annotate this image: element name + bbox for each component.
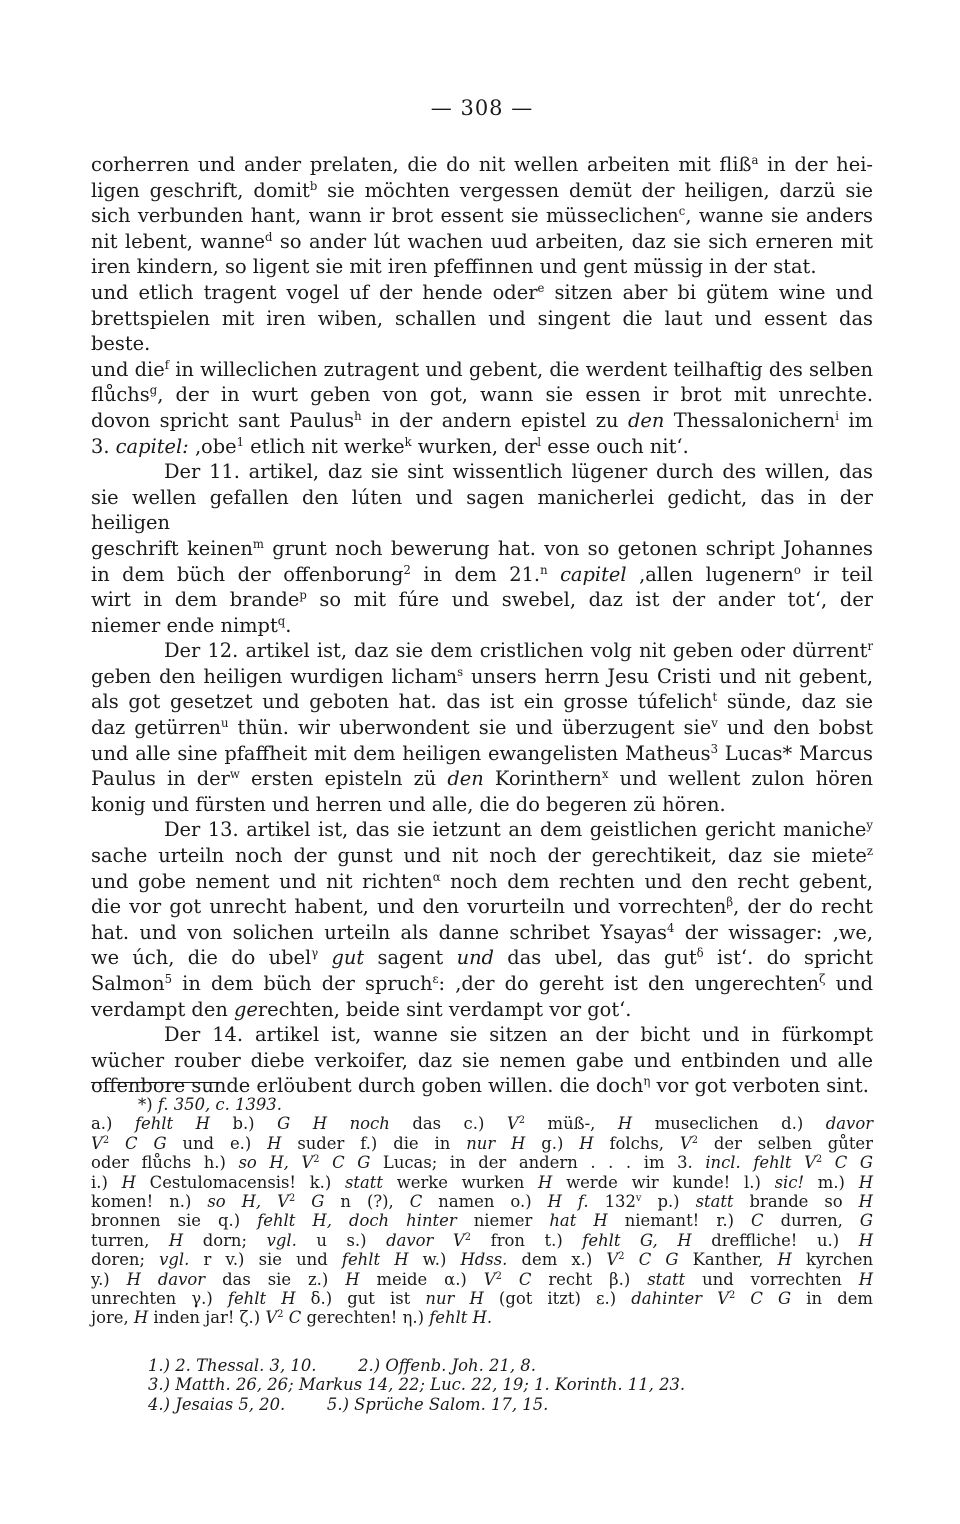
page-number: — 308 — xyxy=(430,96,534,120)
text-line: in dem büch der offenborung$^2$ in dem 21.$^n$ capitel ‚allen lugenern$^o$ ir teil xyxy=(91,562,874,586)
critical-apparatus xyxy=(91,1095,873,1328)
text-line: Der 14. artikel ist, wanne sie sitzen an der bicht und in fürkompt xyxy=(164,1023,873,1047)
text-line: konig und fürsten und herren und alle, die do begeren zü hören. xyxy=(91,792,726,816)
apparatus-line: $V^2$ C G und e.) H suder f.) die in nur H g.) H folchs, $V^2$ der selben gůter xyxy=(91,1133,873,1153)
text-line: niemer ende nimpt$^q$. xyxy=(91,613,292,637)
text-line: Der 13. artikel ist, das sie ietzunt an dem geistlichen gericht maniche$^y$ xyxy=(164,818,873,842)
text-line: verdampt den gerechten, beide sint verdampt vor got‘. xyxy=(91,997,632,1021)
apparatus-line: turren, H dorn; vgl. u s.) davor $V^2$ fron t.) fehlt G, H dreffliche! u.) H xyxy=(91,1230,873,1250)
text-line: offenbore sunde erlöubent durch goben willen. die doch$^\eta$ vor got verboten sint. xyxy=(91,1074,869,1098)
text-line: brettspielen mit iren wiben, schallen und singent die laut und essent das beste. xyxy=(91,306,873,356)
text-line: die vor got unrecht habent, und den vorurteiln und vorrechten$^\beta$, der do recht xyxy=(91,895,873,919)
text-line: wirt in dem brande$^p$ so mit fúre und swebel, daz ist der ander tot‘, der xyxy=(91,588,874,612)
apparatus-line: i.) H Cestulomacensis! k.) statt werke wurken H werde wir kunde! l.) sic! m.) H xyxy=(91,1172,873,1192)
text-line: sache urteiln noch der gunst und nit noch der gerechtikeit, daz sie miete$^z$ xyxy=(91,844,873,868)
footnote-star: *) f. 350, c. 1393. xyxy=(138,1095,282,1114)
text-line: Salmon$^5$ in dem büch der spruch$^\varepsilon$: ‚der do gereht ist den ungerechten$^\zeta$ und xyxy=(91,972,873,995)
text-line: wücher rouber diebe verkoifer, daz sie nemen gabe und entbinden und alle xyxy=(91,1048,873,1072)
apparatus-line: y.) H davor das sie z.) H meide α.) $V^2$ C recht β.) statt und vorrechten H xyxy=(91,1269,874,1289)
text-line: geschrift keinen$^m$ grunt noch bewerung hat. von so getonen schript Johannes xyxy=(91,536,874,560)
reference-line: 3.) Matth. 26, 26; Markus 14, 22; Luc. 22, 19; 1. Korinth. 11, 23. xyxy=(148,1375,686,1395)
apparatus-line: komen! n.) so H, $V^2$ G n (?), C namen o.) H f. 132$^v$ p.) statt brande so H xyxy=(91,1192,873,1212)
apparatus-line: bronnen sie q.) fehlt H, doch hinter niemer hat H niemant! r.) C durren, G xyxy=(91,1211,874,1231)
text-line: we úch, die do ubel$^\gamma$ gut sagent und das ubel, das gut$^\delta$ ist‘. do spricht xyxy=(91,946,873,970)
text-line: flůchs$^g$, der in wurt geben von got, wann sie essen ir brot mit unrechte. xyxy=(91,383,873,407)
apparatus-line: jore, H inden jar! ζ.) $V^2$ C gerechten! η.) fehlt H. xyxy=(91,1308,493,1328)
text-line: nit lebent, wanne$^d$ so ander lút wachen uud arbeiten, daz sie sich erneren mit xyxy=(91,229,873,253)
reference-line: 1.) 2. Thessal. 3, 10. 2.) Offenb. Joh. 21, 8. xyxy=(148,1356,536,1375)
text-line: ligen geschrift, domit$^b$ sie möchten vergessen demüt der heiligen, darzü sie xyxy=(91,178,873,202)
footnote-divider xyxy=(91,1082,221,1083)
reference-line: 4.) Jesaias 5, 20. 5.) Sprüche Salom. 17, 15. xyxy=(148,1394,549,1414)
apparatus-line: oder flůchs h.) so H, $V^2$ C G Lucas; in der andern . . . im 3. incl. fehlt $V^2$ C G xyxy=(91,1153,873,1173)
text-line: iren kindern, so ligent sie mit iren pfeffinnen und gent müssig in der stat. xyxy=(91,255,817,279)
text-line: geben den heiligen wurdigen licham$^s$ unsers herrn Jesu Cristi und nit gebent, xyxy=(91,664,873,688)
text-line: und gobe nement und nit richten$^\alpha$ noch dem rechten und den recht gebent, xyxy=(91,869,873,893)
text-line: dovon spricht sant Paulus$^h$ in der andern epistel zu den Thessalonichern$^i$ im xyxy=(91,408,873,432)
apparatus-line: unrechten γ.) fehlt H δ.) gut ist nur H (got itzt) ε.) dahinter $V^2$ C G in dem xyxy=(91,1289,873,1309)
text-line: 3. capitel: ‚obe$^1$ etlich nit werke$^k$ wurken, der$^l$ esse ouch nit‘. xyxy=(91,434,689,458)
text-line: daz getürren$^u$ thün. wir uberwondent sie und überzugent sie$^v$ und den bobst xyxy=(91,716,873,740)
text-line: und etlich tragent vogel uf der hende oder$^e$ sitzen aber bi gütem wine und xyxy=(91,280,873,304)
text-line: Der 12. artikel ist, daz sie dem cristlichen volg nit geben oder dürrent$^r$ xyxy=(164,639,873,663)
apparatus-line: a.) fehlt H b.) G H noch das c.) $V^2$ müß-, H museclichen d.) davor xyxy=(91,1114,874,1134)
main-text xyxy=(91,152,873,1099)
text-line: Paulus in der$^w$ ersten episteln zü den Korinthern$^x$ und wellent zulon hören xyxy=(91,767,874,791)
apparatus-line: doren; vgl. r v.) sie und fehlt H w.) Hdss. dem x.) $V^2$ C G Kanther, H kyrchen xyxy=(91,1250,873,1270)
text-line: sich verbunden hant, wann ir brot essent sie müsseclichen$^c$, wanne sie anders xyxy=(91,204,873,228)
text-line: corherren und ander prelaten, die do nit wellen arbeiten mit fliß$^a$ in der hei- xyxy=(91,153,873,176)
reference-footnotes xyxy=(91,1356,873,1414)
text-line: hat. und von solichen urteiln als danne schribet Ysayas$^4$ der wissager: ‚we, xyxy=(91,920,873,944)
text-line: als got gesetzet und geboten hat. das ist ein grosse túfelich$^t$ sünde, daz sie xyxy=(91,690,873,714)
text-line: Der 11. artikel, daz sie sint wissentlich lügener durch des willen, das xyxy=(164,460,873,484)
text-line: und die$^f$ in willeclichen zutragent und gebent, die werdent teilhaftig des selben xyxy=(91,357,873,381)
text-line: und alle sine pfaffheit mit dem heiligen ewangelisten Matheus$^3$ Lucas* Marcus xyxy=(91,741,873,765)
text-line: sie wellen gefallen den lúten und sagen manicherlei gedicht, das in der heiligen xyxy=(91,485,873,535)
